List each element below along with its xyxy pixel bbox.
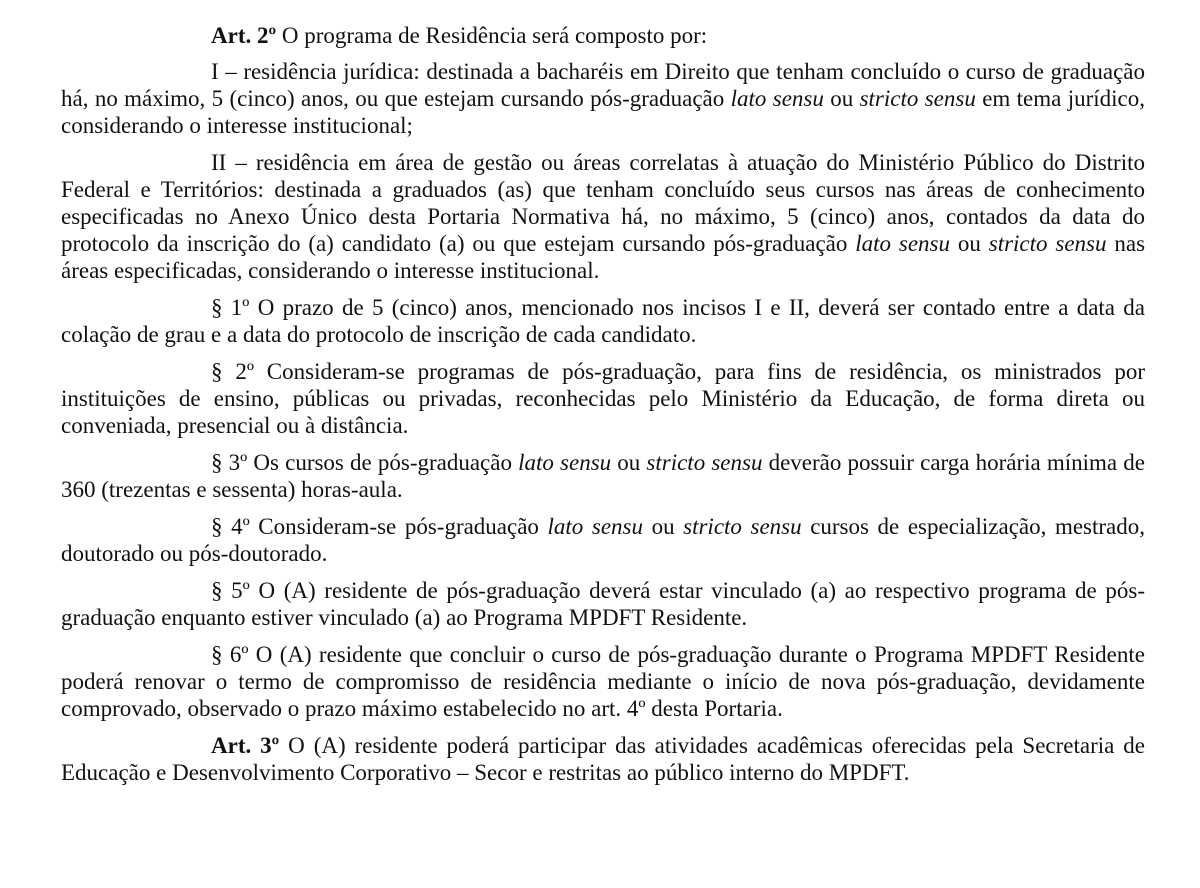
paragraph-2-text: § 2º Consideram-se programas de pós-graduação, para fins de residência, os ministrados por instituições de ensino, públicas ou privadas, reconhecidas pelo Ministério da Educação, de forma direta ou conveniada, presencial ou à distância. [61,359,1145,438]
article-3 [61,732,1145,786]
inciso-2-italic-1: lato sensu [855,231,951,256]
inciso-1-text-1: I – residência jurídica: destinada a bacharéis em Direito que tenham concluído o curso de graduação há, no máximo, 5 (cinco) anos, ou que estejam cursando pós-graduação [61,59,1145,111]
paragraph-3-text-2: ou [611,450,647,475]
article-3-text: O (A) residente poderá participar das atividades acadêmicas oferecidas pela Secretaria de Educação e Desenvolvimento Corporativo – Secor e restritas ao público interno do MPDFT. [61,733,1145,785]
inciso-1-text-3: em tema jurídico, considerando o interesse institucional; [61,86,1145,138]
inciso-2-text-3: nas áreas especificadas, considerando o interesse institucional. [61,231,1146,283]
paragraph-4-text-1: § 4º Consideram-se pós-graduação [211,514,548,539]
paragraph-1 [61,294,1145,348]
paragraph-4-text-2: ou [642,514,684,539]
paragraph-4-italic-2: stricto sensu [683,514,802,539]
paragraph-4 [61,513,1145,567]
article-2 [61,22,1145,49]
paragraph-4-italic-1: lato sensu [547,514,643,539]
paragraph-5 [61,577,1145,631]
paragraph-3-italic-1: lato sensu [518,450,612,475]
inciso-2-italic-2: stricto sensu [988,231,1107,256]
paragraph-3-text-3: deverão possuir carga horária mínima de 360 (trezentas e sessenta) horas-aula. [61,450,1145,502]
article-2-text: O programa de Residência será composto por: [276,23,708,48]
paragraph-5-text: § 5º O (A) residente de pós-graduação deverá estar vinculado (a) ao respectivo programa de pós-graduação enquanto estiver vinculado (a) ao Programa MPDFT Residente. [61,578,1145,630]
article-2-label: Art. 2º [211,23,277,48]
inciso-2-text-2: ou [950,231,989,256]
paragraph-3-italic-2: stricto sensu [646,450,763,475]
document-page [61,22,1145,786]
article-3-label: Art. 3º [211,733,280,758]
inciso-1-italic-2: stricto sensu [859,86,976,111]
paragraph-3-text-1: § 3º Os cursos de pós-graduação [211,450,519,475]
paragraph-6 [61,641,1145,722]
paragraph-1-text: § 1º O prazo de 5 (cinco) anos, mencionado nos incisos I e II, deverá ser contado entre a data da colação de grau e a data do protocolo de inscrição de cada candidato. [61,295,1145,347]
paragraph-3 [61,449,1145,503]
inciso-2 [61,149,1145,284]
inciso-2-text-1: II – residência em área de gestão ou áreas correlatas à atuação do Ministério Público do Distrito Federal e Territórios: destinada a graduados (as) que tenham concluído seus cursos nas áreas de conhecimento especificadas no Anexo Único desta Portaria Normativa há, no máximo, 5 (cinco) anos, contados da data do protocolo da inscrição do (a) candidato (a) ou que estejam cursando pós-graduação [61,150,1145,256]
inciso-1-italic-1: lato sensu [730,86,824,111]
paragraph-4-text-3: cursos de especialização, mestrado, doutorado ou pós-doutorado. [61,514,1145,566]
inciso-1 [61,58,1145,139]
paragraph-6-text: § 6º O (A) residente que concluir o curso de pós-graduação durante o Programa MPDFT Residente poderá renovar o termo de compromisso de residência mediante o início de nova pós-graduação, devidamente comprovado, observado o prazo máximo estabelecido no art. 4º desta Portaria. [61,642,1145,721]
inciso-1-text-2: ou [823,86,860,111]
paragraph-2 [61,358,1145,439]
